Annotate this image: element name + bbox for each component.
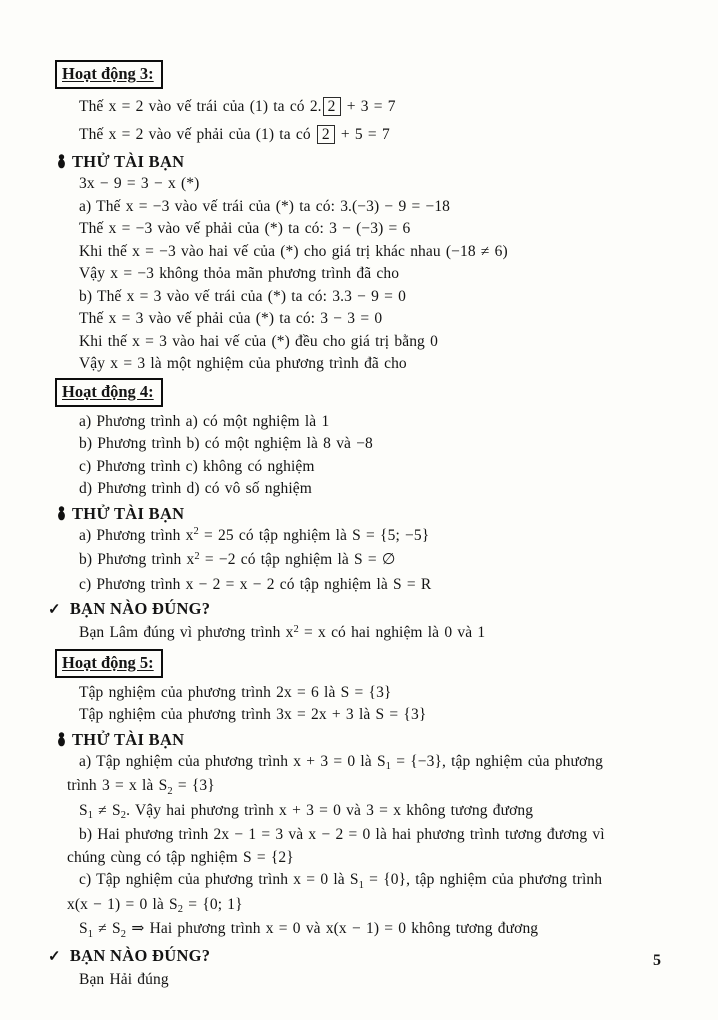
who-is-right-heading: [48, 598, 673, 621]
subscript: 2: [177, 904, 184, 915]
solution-line: Bạn Hải đúng: [79, 970, 169, 988]
solution-line: $S_1 \ne S_2$. Vậy hai phương trình x + 3 = 0 và 3 = x không tương đương: [79, 801, 534, 821]
solution-line: Tập nghiệm của phương trình 3x = 2x + 3 là S = {3}: [79, 706, 427, 723]
solution-line: b) Phương trình b) có một nghiệm là 8 và −8: [79, 435, 373, 452]
subscript: 2: [120, 928, 127, 940]
checkmark-icon: ✓: [48, 602, 61, 618]
pen-nib-icon: [56, 732, 67, 747]
solution-line: Bạn Lâm đúng vì phương trình $x^2 = x$ có hai nghiệm là 0 và 1: [79, 623, 486, 641]
page-number: 5: [653, 952, 661, 969]
solution-line: Khi thế x = −3 vào hai vế của (*) cho giá trị khác nhau (−18 ≠ 6): [79, 242, 508, 260]
solution-line: a) Phương trình a) có một nghiệm là 1: [79, 412, 330, 430]
superscript: 2: [293, 623, 299, 635]
solution-line: Thế x = 3 vào vế phải của (*) ta có: 3 − 3 = 0: [79, 310, 383, 327]
solution-line: Khi thế x = 3 vào hai vế của (*) đều cho giá trị bằng 0: [79, 332, 438, 350]
solution-line: a) Phương trình $x^2 = 25$ có tập nghiệm là S = {5; −5}: [79, 526, 430, 544]
solution-line: Thế x = −3 vào vế phải của (*) ta có: 3 − (−3) = 6: [79, 220, 411, 237]
superscript: 2: [194, 550, 200, 562]
solution-line: b) Thế x = 3 vào vế trái của (*) ta có: 3.3 − 9 = 0: [79, 287, 406, 305]
pen-nib-icon: [56, 154, 67, 169]
try-your-skill-heading: [56, 729, 673, 750]
boxed-answer-value: 2: [323, 97, 341, 116]
document-content: [48, 58, 673, 991]
solution-line: Vậy x = 3 là một nghiệm của phương trình đã cho: [79, 355, 407, 372]
solution-line: c) Tập nghiệm của phương trình x = 0 là $S_1 = \{0\}$, tập nghiệm của phương trình x(x − 1) = 0 là $S_2 = \{0$; 1}: [67, 871, 603, 915]
solution-line: Tập nghiệm của phương trình 2x = 6 là S = {3}: [79, 683, 392, 701]
solution-line: b) Hai phương trình 2x − 1 = 3 và x − 2 = 0 là hai phương trình tương đương vì chúng cùng có tập nghiệm S = {2}: [67, 826, 605, 866]
who-is-right-label: BẠN NÀO ĐÚNG?: [69, 945, 211, 965]
solution-line: Vậy x = −3 không thỏa mãn phương trình đã cho: [79, 265, 400, 282]
superscript: 2: [193, 526, 199, 537]
try-your-skill-label: THỬ TÀI BẠN: [72, 729, 185, 749]
activity-heading: Hoạt động 5:: [55, 649, 163, 678]
subscript: 1: [385, 761, 392, 772]
solution-line: b) Phương trình $x^2 = -2$ có tập nghiệm là S = ∅: [79, 550, 396, 568]
try-your-skill-label: THỬ TÀI BẠN: [72, 152, 185, 171]
solution-line: 3x − 9 = 3 − x (*): [79, 175, 200, 192]
pen-nib-icon: [56, 506, 67, 521]
boxed-answer-value: 2: [317, 125, 335, 144]
subscript: 1: [358, 879, 364, 891]
activity-heading: Hoạt động 3:: [55, 60, 163, 89]
solution-line: Thế x = 2 vào vế trái của (1) ta có 2. 2 + 3 = 7: [79, 98, 396, 115]
solution-line: $S_1 \ne S_2$ ⇒ Hai phương trình x = 0 và x(x − 1) = 0 không tương đương: [79, 920, 539, 940]
subscript: 2: [167, 785, 173, 797]
try-your-skill-heading: [56, 151, 673, 172]
subscript: 1: [87, 928, 94, 940]
activity-heading: Hoạt động 4:: [55, 378, 163, 407]
solution-line: c) Phương trình x − 2 = x − 2 có tập nghiệm là S = R: [79, 575, 432, 593]
who-is-right-label: BẠN NÀO ĐÚNG?: [69, 599, 211, 618]
solution-line: a) Tập nghiệm của phương trình x + 3 = 0 là $S_1 = \{-3\}$, tập nghiệm của phương trình 3 = x là $S_2 = \{3\}$: [67, 752, 604, 797]
checkmark-icon: ✓: [48, 948, 61, 965]
try-your-skill-heading: [56, 503, 673, 524]
solution-line: d) Phương trình d) có vô số nghiệm: [79, 480, 312, 497]
solution-line: Thế x = 2 vào vế phải của (1) ta có 2 + 5 = 7: [79, 126, 390, 143]
try-your-skill-label: THỬ TÀI BẠN: [72, 503, 185, 523]
subscript: 2: [120, 810, 127, 821]
solution-line: c) Phương trình c) không có nghiệm: [79, 457, 315, 475]
solution-line: a) Thế x = −3 vào vế trái của (*) ta có: 3.(−3) − 9 = −18: [79, 197, 451, 215]
who-is-right-heading: [48, 945, 673, 968]
subscript: 1: [87, 810, 94, 821]
